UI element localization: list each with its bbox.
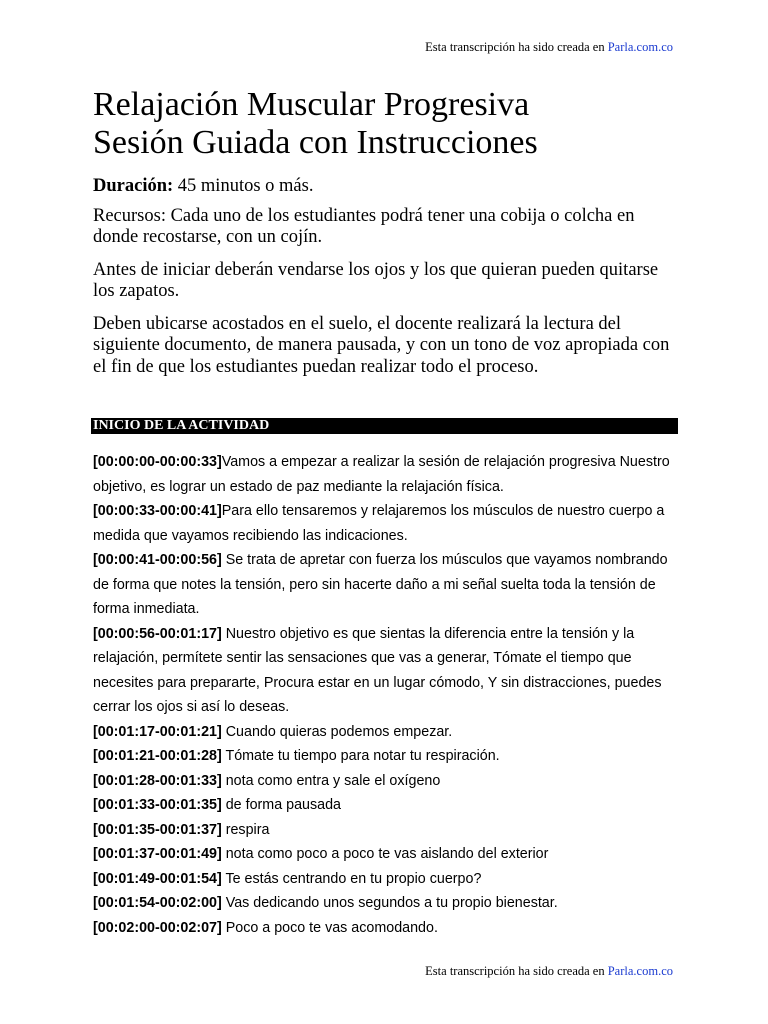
transcript-entry <box>93 499 683 548</box>
transcript-timestamp: [00:01:28-00:01:33] <box>93 772 222 789</box>
footer-site-link[interactable]: Parla.com.co <box>607 964 673 978</box>
title-line-1: Relajación Muscular Progresiva <box>93 86 530 123</box>
transcript-text: Cuando quieras podemos empezar. <box>221 723 453 740</box>
transcript-text: de forma pausada <box>221 797 341 813</box>
document-title <box>93 86 538 162</box>
transcript-entry <box>93 548 683 622</box>
transcript-text: respira <box>221 821 270 838</box>
transcript-text: Nuestro objetivo es que sientas la diferencia entre la tensión y la relajación, permítete sentir las sensaciones que vas a generar, Tómate el tiempo que necesites para prepararte, Procura estar en un lugar cómodo, Y sin distracciones, puedes cerrar los ojos si así lo deseas. <box>93 625 662 715</box>
header-site-link[interactable]: Parla.com.co <box>607 40 673 54</box>
transcript-text: Te estás centrando en tu propio cuerpo? <box>221 870 482 887</box>
transcript-entry <box>93 891 683 916</box>
transcript-timestamp: [00:01:35-00:01:37] <box>93 821 222 838</box>
transcript-entry <box>93 818 683 843</box>
footer-attribution <box>425 964 673 979</box>
transcript-entry <box>93 842 683 867</box>
before-start-paragraph: Antes de iniciar deberán vendarse los ojos y los que quieran pueden quitarse los zapatos. <box>93 259 659 301</box>
transcript-entry <box>93 867 683 892</box>
transcript-text: Para ello tensaremos y relajaremos los músculos de nuestro cuerpo a medida que vayamos recibiendo las indicaciones. <box>93 503 665 544</box>
resources-paragraph: Recursos: Cada uno de los estudiantes podrá tener una cobija o colcha en donde recostarse, con un cojín. <box>93 205 635 247</box>
transcript-text: Vamos a empezar a realizar la sesión de relajación progresiva Nuestro objetivo, es lograr un estado de paz mediante la relajación física. <box>93 454 670 495</box>
section-heading: INICIO DE LA ACTIVIDAD <box>91 418 678 434</box>
transcript-timestamp: [00:00:56-00:01:17] <box>93 625 222 642</box>
position-paragraph: Deben ubicarse acostados en el suelo, el docente realizará la lectura del siguiente documento, de manera pausada, y con un tono de voz apropiada con el fin de que los estudiantes puedan realizar todo el proceso. <box>93 313 670 377</box>
transcript-timestamp: [00:01:33-00:01:35] <box>93 797 222 813</box>
duration-label: Duración: <box>93 176 174 196</box>
transcript-timestamp: [00:00:00-00:00:33] <box>93 454 222 470</box>
transcript-timestamp: [00:00:41-00:00:56] <box>93 552 222 568</box>
footer-attribution-text: Esta transcripción ha sido creada en <box>425 964 608 978</box>
transcript-entry <box>93 916 683 941</box>
transcript-text: nota como poco a poco te vas aislando del exterior <box>221 846 549 862</box>
transcript-entry <box>93 769 683 794</box>
header-attribution-text: Esta transcripción ha sido creada en <box>425 40 608 54</box>
transcript-entry <box>93 793 683 818</box>
transcript-timestamp: [00:00:33-00:00:41] <box>93 503 222 519</box>
transcript-timestamp: [00:01:21-00:01:28] <box>93 748 222 764</box>
duration-value: 45 minutos o más. <box>173 176 314 196</box>
title-line-2: Sesión Guiada con Instrucciones <box>93 124 538 161</box>
transcript-timestamp: [00:02:00-00:02:07] <box>93 919 222 936</box>
transcript-text: Poco a poco te vas acomodando. <box>221 919 438 936</box>
transcript-entry <box>93 720 683 745</box>
transcript-timestamp: [00:01:17-00:01:21] <box>93 723 222 740</box>
duration-paragraph <box>93 176 678 198</box>
transcript-timestamp: [00:01:37-00:01:49] <box>93 846 222 862</box>
transcript-text: Se trata de apretar con fuerza los músculos que vayamos nombrando de forma que notes la tensión, pero sin hacerte daño a mi señal suelta toda la tensión de forma inmediata. <box>93 552 668 617</box>
transcript-list <box>93 450 683 940</box>
transcript-entry <box>93 744 683 769</box>
transcript-text: nota como entra y sale el oxígeno <box>221 772 441 789</box>
transcript-entry <box>93 622 683 720</box>
transcript-text: Vas dedicando unos segundos a tu propio bienestar. <box>221 895 558 911</box>
transcript-timestamp: [00:01:49-00:01:54] <box>93 870 222 887</box>
transcript-timestamp: [00:01:54-00:02:00] <box>93 895 222 911</box>
intro-section <box>93 176 678 389</box>
transcript-entry <box>93 450 683 499</box>
header-attribution <box>425 40 673 55</box>
transcript-text: Tómate tu tiempo para notar tu respiración. <box>221 748 500 764</box>
